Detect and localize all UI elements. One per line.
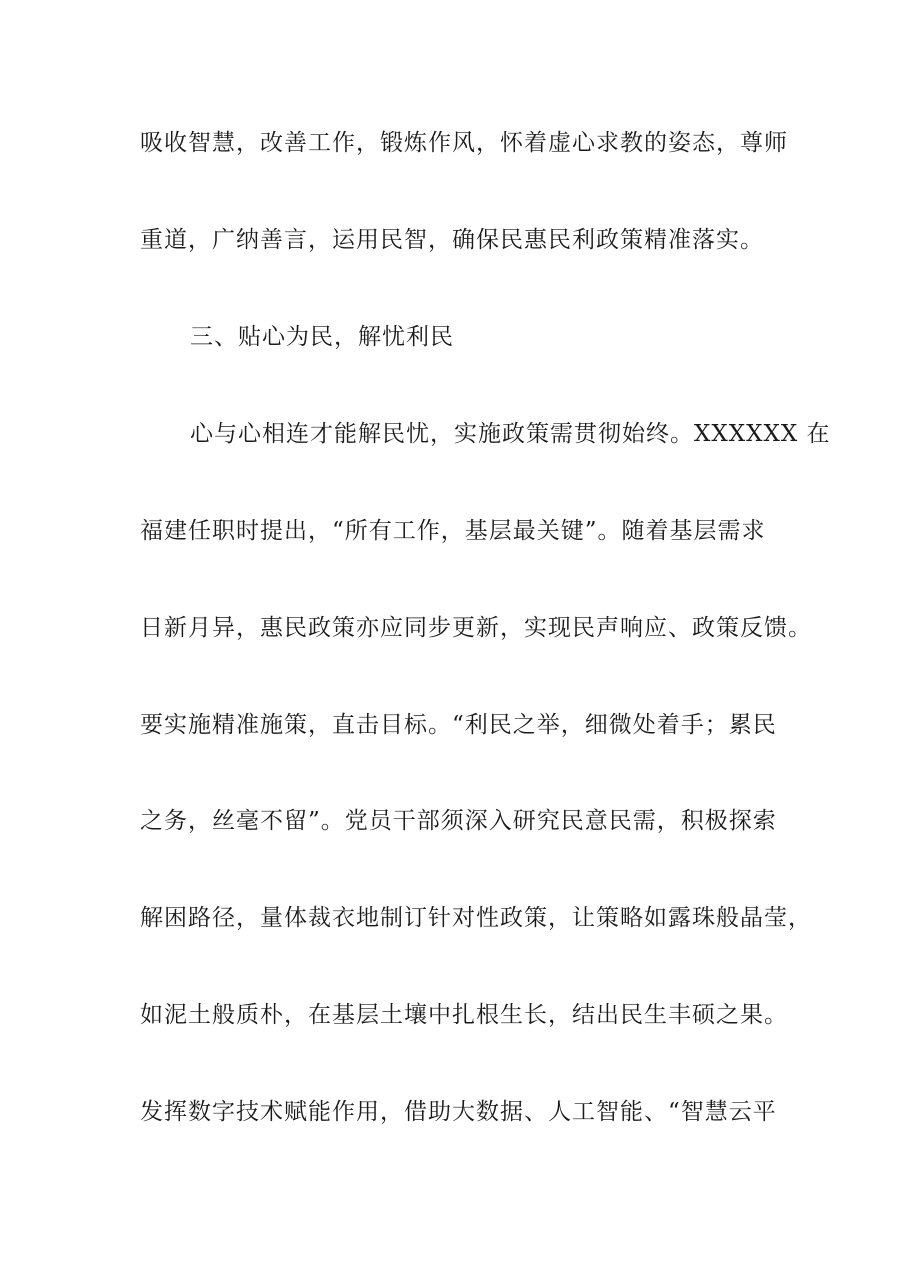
paragraph-line: 发挥数字技术赋能作用，借助大数据、人工智能、“智慧云平 [140,1099,777,1125]
paragraph-line: 之务，丝毫不留”。党员干部须深入研究民意民需，积极探索 [140,808,777,834]
paragraph-line: 日新月异，惠民政策亦应同步更新，实现民声响应、政策反馈。 [140,615,812,641]
paragraph-line: 重道，广纳善言，运用民智，确保民惠民利政策精准落实。 [140,227,764,253]
paragraph-line: 如泥土般质朴，在基层土壤中扎根生长，结出民生丰硕之果。 [140,1002,788,1028]
section-heading: 三、贴心为民，解忧利民 [190,324,454,350]
paragraph-line: 解困路径，量体裁衣地制订针对性政策，让策略如露珠般晶莹， [140,905,812,931]
paragraph-line: 福建任职时提出，“所有工作，基层最关键”。随着基层需求 [140,518,766,544]
paragraph-line: 心与心相连才能解民忧，实施政策需贯彻始终。XXXXXX 在 [190,421,831,447]
paragraph-line: 吸收智慧，改善工作，锻炼作风，怀着虚心求教的姿态，尊师 [140,130,788,156]
paragraph-line: 要实施精准施策，直击目标。“利民之举，细微处着手；累民 [140,712,777,738]
